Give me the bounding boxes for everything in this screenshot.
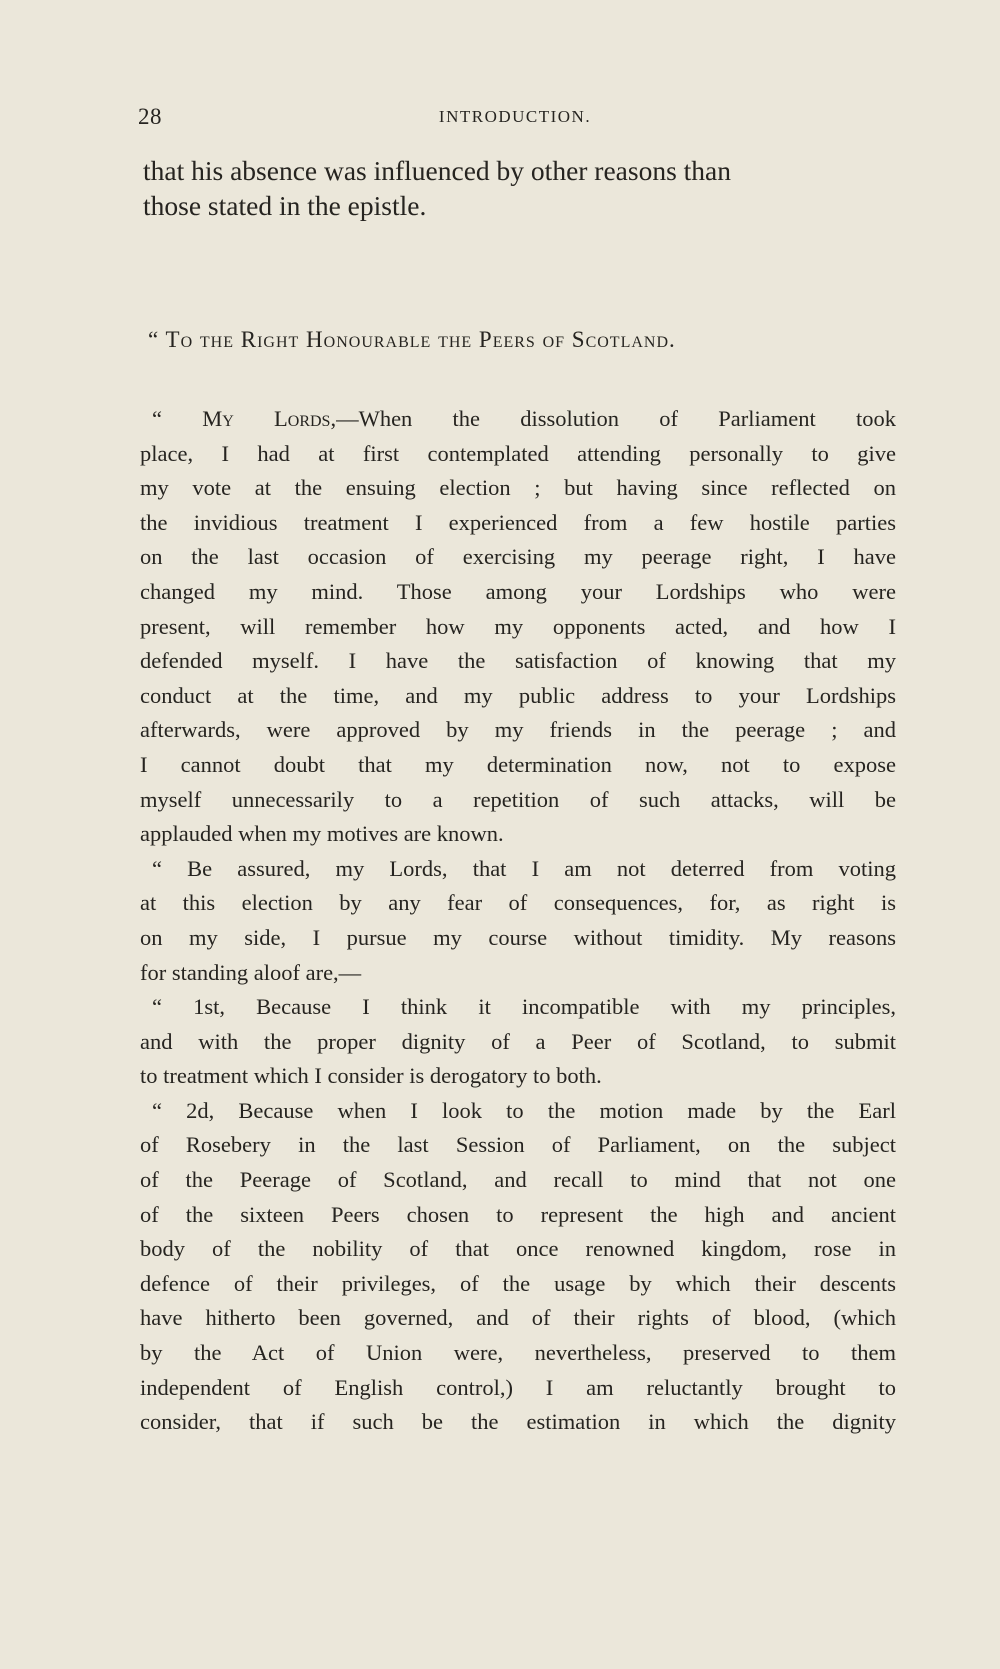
body-line: to treatment which I consider is derogatory to both. bbox=[140, 1063, 602, 1089]
letter-body bbox=[140, 402, 896, 1440]
body-line: for standing aloof are,— bbox=[140, 959, 362, 985]
body-line: defence of their privileges, of the usage by which their descents bbox=[140, 1270, 896, 1296]
page-number: 28 bbox=[138, 104, 162, 129]
body-line bbox=[140, 402, 896, 437]
body-line: and with the proper dignity of a Peer of Scotland, to submit bbox=[140, 1028, 896, 1054]
body-line: “ 1st, Because I think it incompatible with my principles, bbox=[152, 994, 896, 1020]
lead-paragraph bbox=[143, 153, 895, 223]
body-line: body of the nobility of that once renowned kingdom, rose in bbox=[140, 1236, 896, 1262]
body-line: on my side, I pursue my course without timidity. My reasons bbox=[140, 924, 896, 950]
body-line: the invidious treatment I experienced from a few hostile parties bbox=[140, 509, 896, 535]
body-line: of Rosebery in the last Session of Parliament, on the subject bbox=[140, 1132, 896, 1158]
body-line: on the last occasion of exercising my peerage right, I have bbox=[140, 544, 896, 570]
letter-heading: “ To the Right Honourable the Peers of Scotland. bbox=[148, 327, 676, 352]
body-line: place, I had at first contemplated attending personally to give bbox=[140, 440, 896, 466]
body-line: by the Act of Union were, nevertheless, preserved to them bbox=[140, 1340, 896, 1366]
salutation: “ My Lords, bbox=[152, 406, 337, 431]
body-line: independent of English control,) I am reluctantly brought to bbox=[140, 1374, 896, 1400]
running-title: INTRODUCTION. bbox=[438, 107, 592, 126]
body-line: consider, that if such be the estimation in which the dignity bbox=[140, 1409, 896, 1435]
body-line: conduct at the time, and my public address to your Lordships bbox=[140, 682, 896, 708]
body-line: have hitherto been governed, and of their rights of blood, (which bbox=[140, 1305, 896, 1331]
body-line: afterwards, were approved by my friends in the peerage ; and bbox=[140, 717, 896, 743]
body-line: “ 2d, Because when I look to the motion made by the Earl bbox=[152, 1097, 896, 1123]
body-line: my vote at the ensuing election ; but having since reflected on bbox=[140, 475, 896, 501]
body-line: at this election by any fear of consequences, for, as right is bbox=[140, 890, 896, 916]
body-line: I cannot doubt that my determination now, not to expose bbox=[140, 751, 896, 777]
body-line: myself unnecessarily to a repetition of such attacks, will be bbox=[140, 786, 896, 812]
body-line: of the Peerage of Scotland, and recall to mind that not one bbox=[140, 1167, 896, 1193]
body-line: changed my mind. Those among your Lordships who were bbox=[140, 578, 896, 604]
body-line: of the sixteen Peers chosen to represent the high and ancient bbox=[140, 1201, 896, 1227]
body-line: defended myself. I have the satisfaction of knowing that my bbox=[140, 648, 896, 674]
body-line: “ Be assured, my Lords, that I am not deterred from voting bbox=[152, 855, 896, 881]
body-line-text: —When the dissolution of Parliament took bbox=[336, 406, 896, 431]
lead-line: those stated in the epistle. bbox=[143, 190, 427, 221]
body-line: applauded when my motives are known. bbox=[140, 821, 504, 847]
running-head bbox=[138, 104, 892, 134]
body-line: present, will remember how my opponents acted, and how I bbox=[140, 613, 896, 639]
lead-line: that his absence was influenced by other reasons than bbox=[143, 155, 732, 186]
